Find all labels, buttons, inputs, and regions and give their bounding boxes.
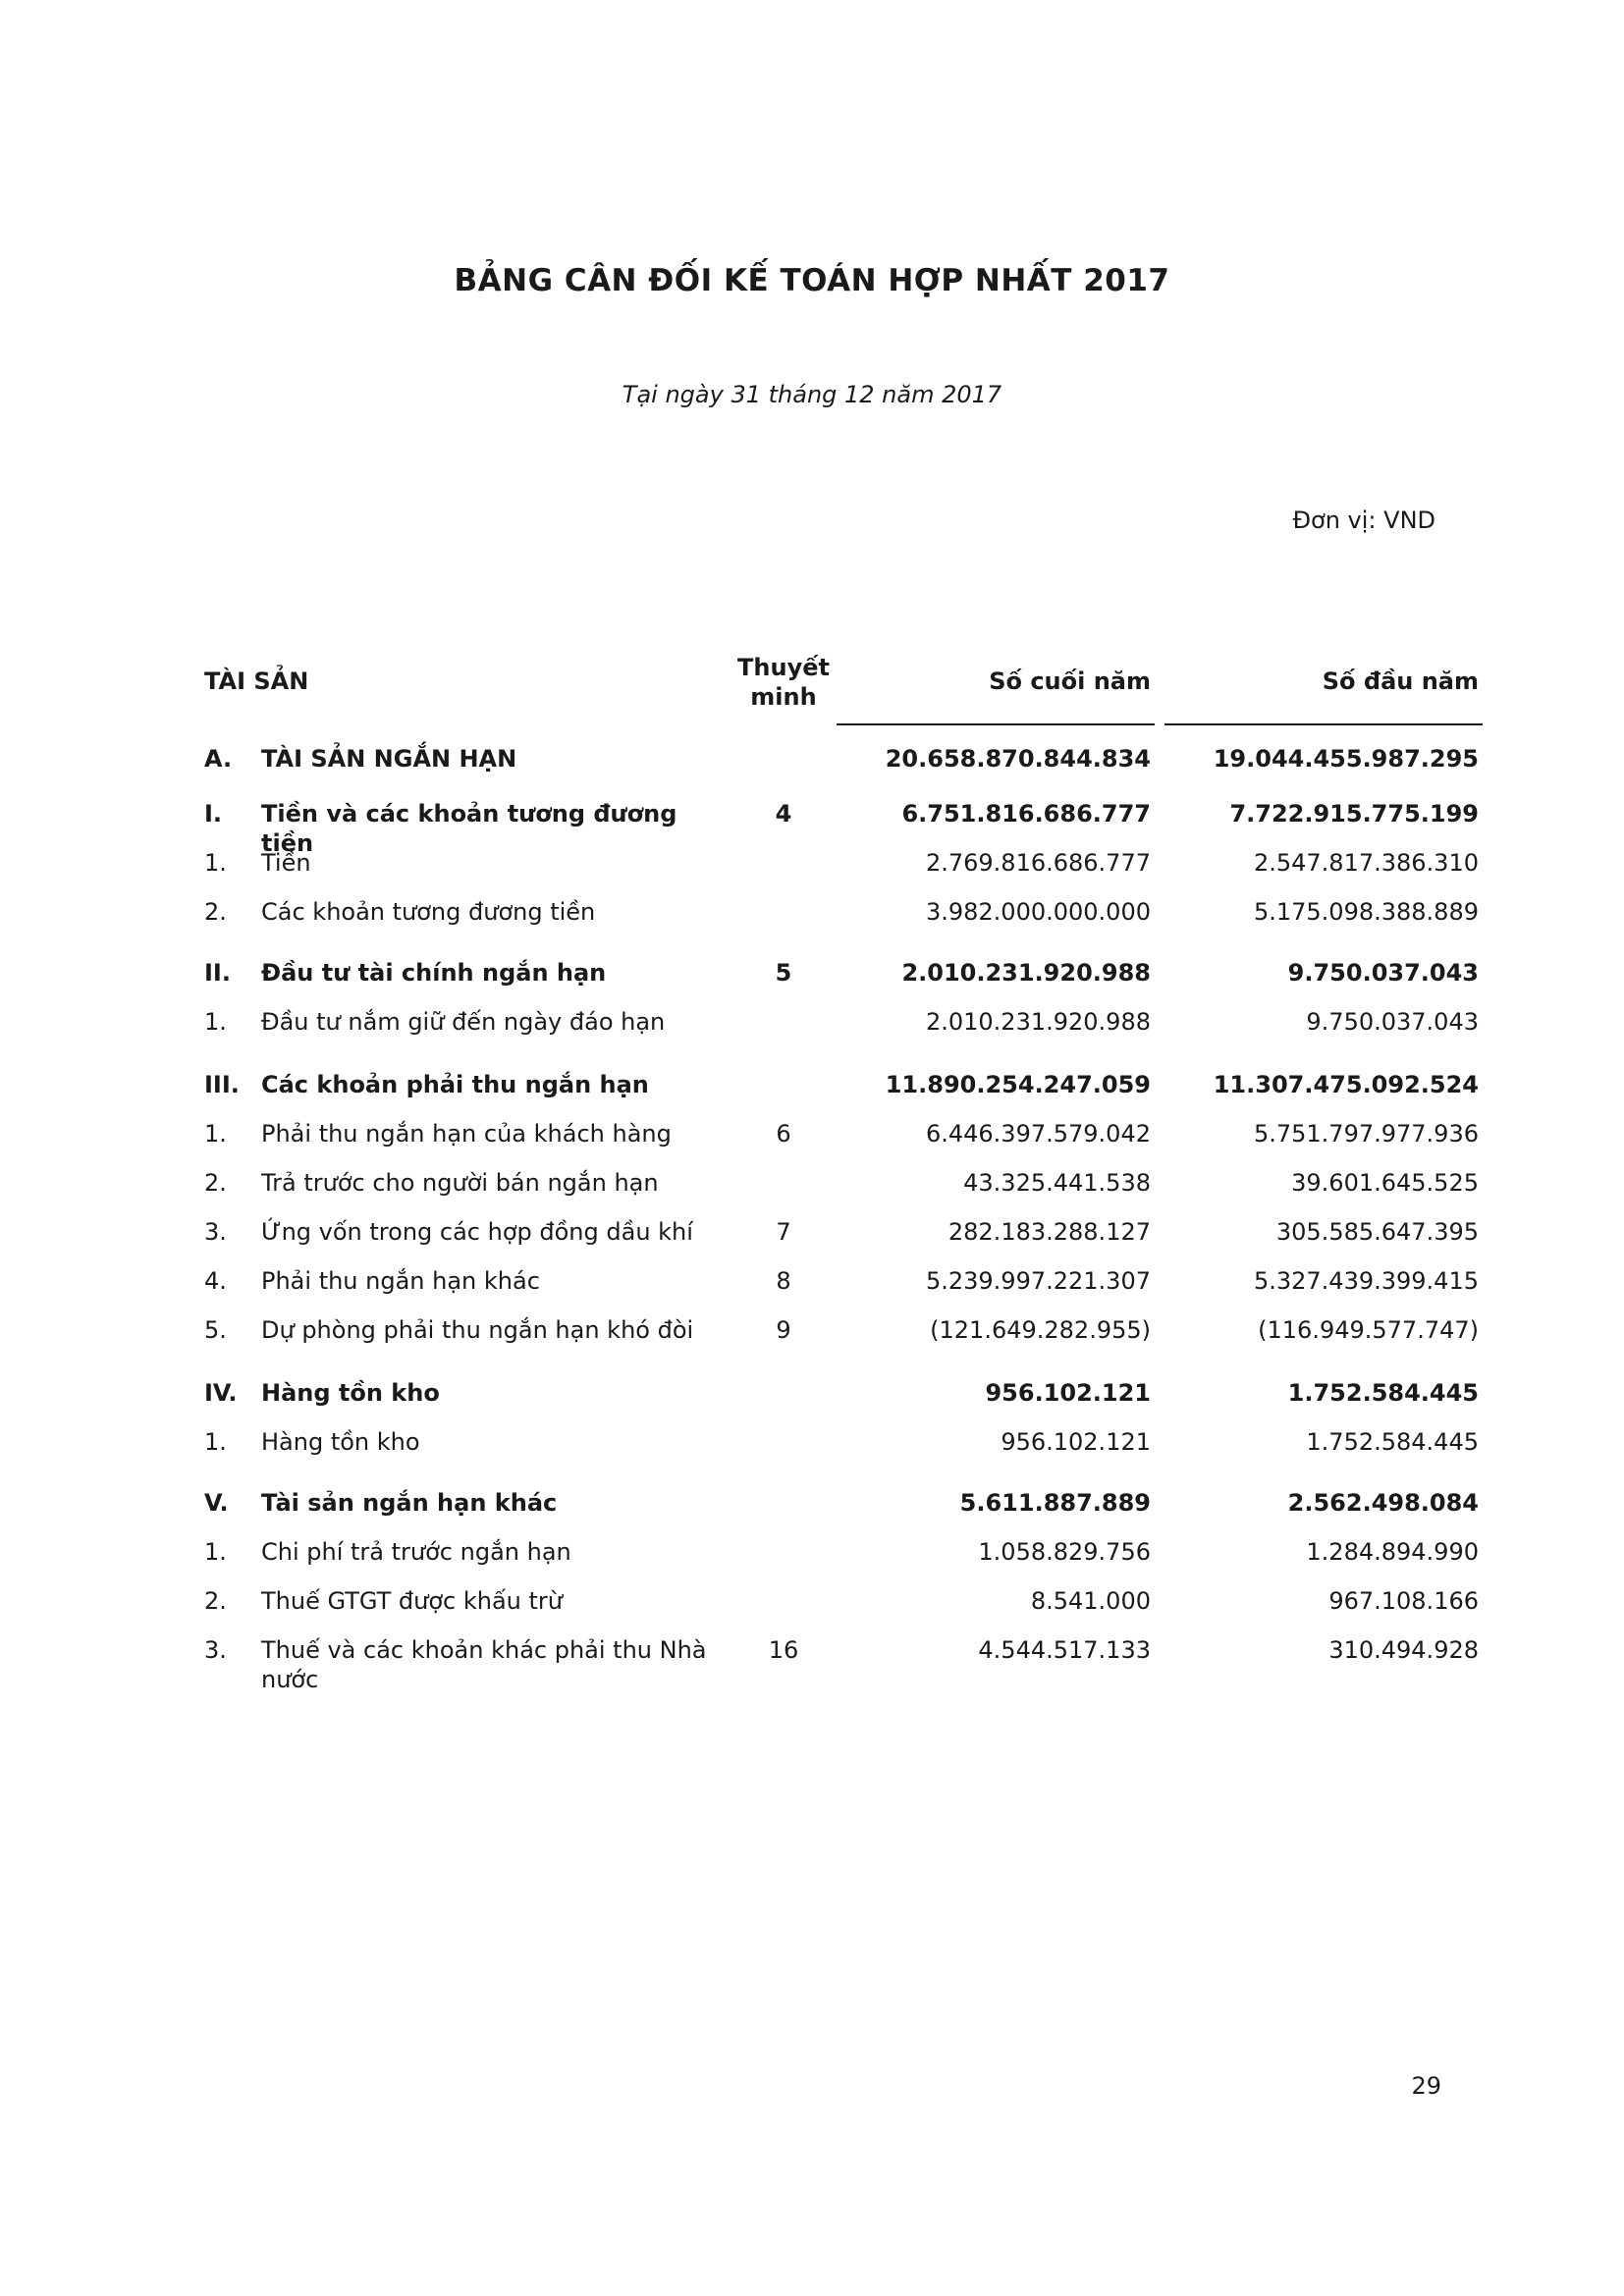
row-end-of-year: 20.658.870.844.834 <box>885 745 1151 773</box>
row-end-of-year: 6.751.816.686.777 <box>901 800 1151 828</box>
row-name: Ứng vốn trong các hợp đồng dầu khí <box>261 1218 693 1246</box>
row-beginning-of-year: 310.494.928 <box>1328 1636 1479 1664</box>
row-beginning-of-year: 2.547.817.386.310 <box>1253 849 1479 877</box>
row-beginning-of-year: 5.175.098.388.889 <box>1253 898 1479 926</box>
row-code: 3. <box>204 1636 227 1664</box>
row-code: 5. <box>204 1316 227 1344</box>
row-name: Trả trước cho người bán ngắn hạn <box>261 1169 659 1197</box>
row-end-of-year: 2.010.231.920.988 <box>901 959 1151 987</box>
row-end-of-year: 2.010.231.920.988 <box>925 1008 1151 1036</box>
row-name: Dự phòng phải thu ngắn hạn khó đòi <box>261 1316 694 1344</box>
header-beginning-of-year: Số đầu năm <box>1322 667 1479 695</box>
row-beginning-of-year: 1.752.584.445 <box>1306 1428 1479 1456</box>
row-name: Thuế và các khoản khác phải thu Nhà nước <box>261 1636 707 1693</box>
row-code: 1. <box>204 1538 227 1566</box>
row-code: 4. <box>204 1267 227 1295</box>
row-end-of-year: (121.649.282.955) <box>930 1316 1151 1344</box>
row-end-of-year: 956.102.121 <box>985 1379 1151 1407</box>
row-code: 1. <box>204 1008 227 1036</box>
row-note: 4 <box>775 800 792 828</box>
row-end-of-year: 5.611.887.889 <box>959 1489 1151 1517</box>
row-beginning-of-year: 2.562.498.084 <box>1287 1489 1479 1517</box>
header-assets: TÀI SẢN <box>204 667 309 695</box>
row-note: 9 <box>776 1316 791 1344</box>
row-name: Hàng tồn kho <box>261 1428 420 1456</box>
document-title: BẢNG CÂN ĐỐI KẾ TOÁN HỢP NHẤT 2017 <box>454 263 1170 298</box>
row-name: Tiền và các khoản tương đương tiền <box>261 800 677 857</box>
row-note: 7 <box>776 1218 791 1246</box>
row-end-of-year: 1.058.829.756 <box>978 1538 1151 1566</box>
row-name: Các khoản phải thu ngắn hạn <box>261 1071 649 1098</box>
row-code: IV. <box>204 1379 238 1407</box>
header-note-line2: minh <box>750 683 817 711</box>
row-name: TÀI SẢN NGẮN HẠN <box>261 745 517 773</box>
page-number: 29 <box>1411 2072 1441 2100</box>
row-note: 8 <box>776 1267 791 1295</box>
row-name: Hàng tồn kho <box>261 1379 440 1407</box>
row-beginning-of-year: 19.044.455.987.295 <box>1213 745 1479 773</box>
row-code: 1. <box>204 849 227 877</box>
row-code: 1. <box>204 1120 227 1148</box>
row-beginning-of-year: 1.284.894.990 <box>1306 1538 1479 1566</box>
row-end-of-year: 282.183.288.127 <box>947 1218 1151 1246</box>
row-end-of-year: 8.541.000 <box>1030 1587 1151 1615</box>
row-note: 5 <box>775 959 792 987</box>
row-end-of-year: 43.325.441.538 <box>963 1169 1151 1197</box>
row-beginning-of-year: 967.108.166 <box>1328 1587 1479 1615</box>
row-beginning-of-year: 9.750.037.043 <box>1306 1008 1479 1036</box>
row-end-of-year: 4.544.517.133 <box>978 1636 1151 1664</box>
row-code: III. <box>204 1071 240 1098</box>
header-end-of-year: Số cuối năm <box>989 667 1151 695</box>
row-end-of-year: 3.982.000.000.000 <box>925 898 1151 926</box>
header-note-line1: Thuyết <box>737 654 830 681</box>
row-code: II. <box>204 959 231 987</box>
row-note: 16 <box>768 1636 799 1664</box>
row-code: V. <box>204 1489 229 1517</box>
row-name: Các khoản tương đương tiền <box>261 898 596 926</box>
row-end-of-year: 5.239.997.221.307 <box>925 1267 1151 1295</box>
row-code: 3. <box>204 1218 227 1246</box>
row-code: 1. <box>204 1428 227 1456</box>
row-code: I. <box>204 800 223 828</box>
row-end-of-year: 2.769.816.686.777 <box>925 849 1151 877</box>
document-date: Tại ngày 31 tháng 12 năm 2017 <box>622 381 1002 408</box>
row-name: Tiền <box>261 849 311 877</box>
row-end-of-year: 956.102.121 <box>1001 1428 1151 1456</box>
row-name: Thuế GTGT được khấu trừ <box>261 1587 564 1615</box>
row-name: Tài sản ngắn hạn khác <box>261 1489 558 1517</box>
row-note: 6 <box>776 1120 791 1148</box>
row-beginning-of-year: (116.949.577.747) <box>1258 1316 1479 1344</box>
currency-unit: Đơn vị: VND <box>1292 507 1435 534</box>
row-beginning-of-year: 39.601.645.525 <box>1291 1169 1479 1197</box>
row-beginning-of-year: 7.722.915.775.199 <box>1229 800 1479 828</box>
row-end-of-year: 6.446.397.579.042 <box>925 1120 1151 1148</box>
row-name: Đầu tư tài chính ngắn hạn <box>261 959 607 987</box>
row-beginning-of-year: 305.585.647.395 <box>1275 1218 1479 1246</box>
row-code: 2. <box>204 1587 227 1615</box>
row-end-of-year: 11.890.254.247.059 <box>885 1071 1151 1098</box>
row-name: Chi phí trả trước ngắn hạn <box>261 1538 571 1566</box>
row-beginning-of-year: 11.307.475.092.524 <box>1213 1071 1479 1098</box>
row-name: Đầu tư nắm giữ đến ngày đáo hạn <box>261 1008 666 1036</box>
row-code: 2. <box>204 898 227 926</box>
row-code: 2. <box>204 1169 227 1197</box>
row-name: Phải thu ngắn hạn khác <box>261 1267 540 1295</box>
row-code: A. <box>204 745 233 773</box>
row-beginning-of-year: 5.327.439.399.415 <box>1253 1267 1479 1295</box>
row-beginning-of-year: 1.752.584.445 <box>1287 1379 1479 1407</box>
row-name: Phải thu ngắn hạn của khách hàng <box>261 1120 672 1148</box>
row-beginning-of-year: 9.750.037.043 <box>1287 959 1479 987</box>
row-beginning-of-year: 5.751.797.977.936 <box>1253 1120 1479 1148</box>
